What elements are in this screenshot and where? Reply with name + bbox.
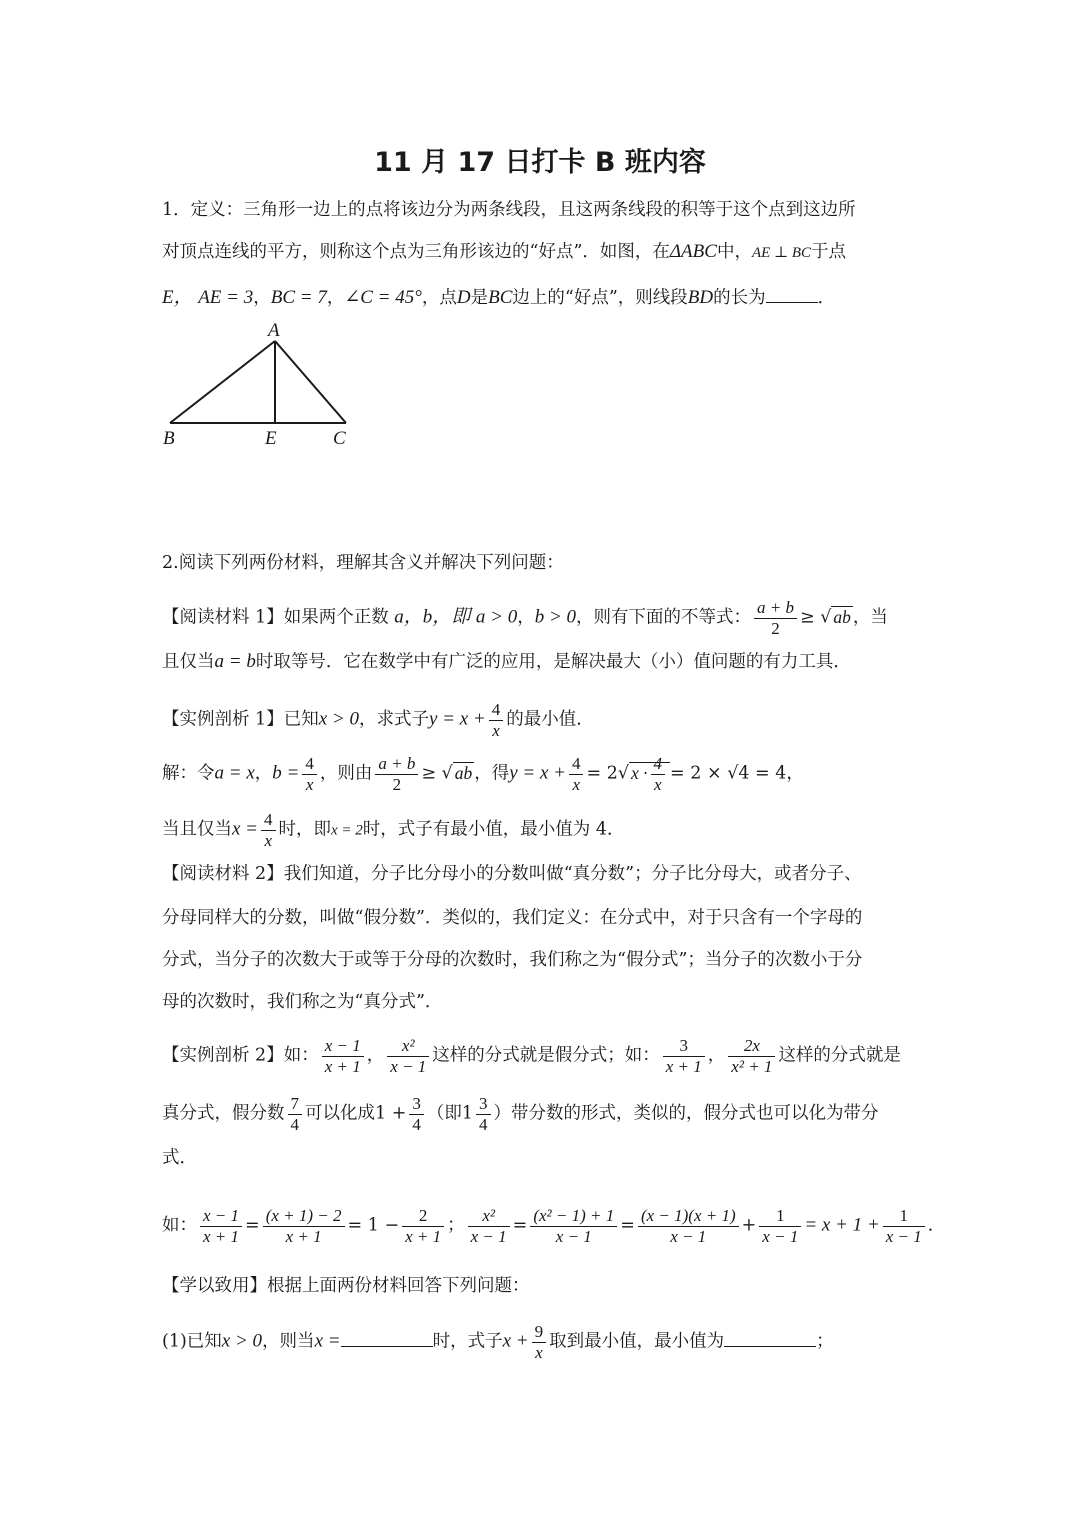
fraction-7-over-4 — [288, 1094, 303, 1134]
q1-line-2 — [162, 240, 922, 265]
label-c: C — [333, 428, 346, 449]
numerator: 3 — [663, 1036, 705, 1057]
math-expression: x + — [502, 1330, 529, 1352]
text: ，则当 — [262, 1331, 315, 1352]
fraction-a-plus-b — [375, 754, 418, 794]
numerator: 4 — [489, 700, 504, 721]
text: ，则由 — [319, 763, 373, 784]
fraction-4-over-x — [489, 700, 504, 740]
numerator: 1 — [759, 1206, 801, 1227]
math-bc: BC = 7 — [270, 287, 327, 308]
math-result: = 2 × √4 = 4 — [670, 763, 787, 784]
text: ； — [816, 1331, 834, 1352]
q1-line-3: E， AE = 3，BC = 7，∠C = 45°，点D是BC边上的“好点”，则线段BD的长为 ． — [162, 284, 922, 310]
math-x-dot: x · — [631, 762, 648, 783]
math-angle: ∠C = 45° — [344, 287, 422, 308]
text: 【阅读材料 1】如果两个正数 — [162, 607, 389, 628]
denominator: x + 1 — [324, 1056, 361, 1076]
side-ac — [275, 341, 346, 423]
fraction-9-over-x — [532, 1322, 547, 1362]
numerator: (x − 1)(x + 1) — [638, 1206, 739, 1227]
text: ）带分数的形式，类似的，假分式也可以化为带分 — [493, 1103, 879, 1124]
fraction-proper-2 — [728, 1036, 775, 1076]
numerator: a + b — [375, 754, 418, 775]
denominator: x — [535, 1342, 543, 1362]
side-ba — [170, 341, 275, 423]
denominator: x + 1 — [405, 1226, 442, 1246]
denominator: x — [572, 774, 580, 794]
fraction-3-over-4 — [409, 1094, 424, 1134]
denominator: x — [654, 775, 662, 795]
fraction — [468, 1206, 510, 1246]
fraction — [263, 1206, 345, 1246]
denominator: x − 1 — [470, 1226, 507, 1246]
answer-blank[interactable] — [766, 284, 818, 303]
numerator: x² — [387, 1036, 429, 1057]
fraction — [530, 1206, 617, 1246]
math-b-positive: b > 0 — [534, 606, 577, 628]
math-x-eq: x = — [314, 1330, 341, 1352]
math-eq: = x + 1 + — [804, 1214, 880, 1236]
material-1-line-1: 【阅读材料 1】如果两个正数 a，b，即 a > 0，b > 0，则有下面的不等式： $\frac{a + b}{2}$ ≥ √ ab ，当 — [162, 598, 888, 638]
example-2-worked: 如： $\frac{x - 1}{x + 1}$ = $\frac{(x + 1) - 2}{x + 1}$ = 1 − $\frac{2}{x + 1}$ ； $\frac{\text{x²}}{x - 1}$ = $\frac{\text{(x² − 1) + 1}}{x - 1}$ = $\frac{(x - 1)(x + 1)}{x - 1}$ + $\frac{1}{x - 1}$ = x + 1 + $\frac{1}{x - 1}$ ． — [162, 1206, 946, 1246]
fraction-proper-1 — [663, 1036, 705, 1076]
text: ，则有下面的不等式： — [576, 607, 752, 628]
q1-text: 1．定义：三角形一边上的点将该边分为两条线段，且这两条线段的积等于这个点到这边所 — [162, 200, 856, 220]
denominator: x — [492, 720, 500, 740]
text: 【实例剖析 2】如： — [162, 1045, 319, 1066]
answer-blank-min[interactable] — [724, 1328, 816, 1347]
text: 真分式，假分数 — [162, 1103, 285, 1124]
text: 的最小值． — [506, 709, 594, 730]
q1-text: ． — [817, 288, 836, 308]
numerator: 7 — [288, 1094, 303, 1115]
math-bc: BC — [488, 287, 513, 308]
q1-text: 是 — [470, 288, 489, 308]
fraction — [883, 1206, 925, 1246]
example-2-line-3: 式． — [162, 1148, 197, 1168]
text: ； — [447, 1215, 465, 1236]
math-x-eq-2: x = 2 — [331, 822, 363, 839]
math-one: 1 — [461, 1103, 474, 1124]
math-b-eq: b = — [272, 762, 300, 784]
fraction — [200, 1206, 242, 1246]
numerator: 2 — [402, 1206, 444, 1227]
answer-blank-x[interactable] — [341, 1328, 433, 1347]
solution-line-2 — [162, 810, 922, 850]
denominator: x + 1 — [203, 1226, 240, 1246]
numerator: (x² − 1) + 1 — [530, 1206, 617, 1227]
math-x-eq: x = — [232, 818, 259, 840]
text: 这样的分式就是 — [778, 1045, 901, 1066]
denominator: x − 1 — [885, 1226, 922, 1246]
denominator: 2 — [771, 618, 780, 638]
text: ，当 — [852, 607, 888, 628]
label-e: E — [265, 428, 277, 449]
q1-text: 边上的“好点”，则线段 — [512, 288, 688, 308]
math-a-eq-x: a = x — [214, 762, 255, 784]
numerator: 4 — [651, 754, 666, 775]
math-e: E， — [162, 287, 193, 308]
denominator: 4 — [290, 1114, 299, 1134]
material-2-line-4: 母的次数时，我们称之为“真分式”． — [162, 992, 443, 1012]
numerator: 9 — [532, 1322, 547, 1343]
text: 时，式子有最小值，最小值为 4． — [362, 819, 625, 840]
example-2-line-1: 【实例剖析 2】如： $\frac{x - 1}{x + 1}$ ， $\frac{\text{x²}}{x - 1}$ 这样的分式就是假分式；如： $\frac{3}{x + 1}$ ， $\frac{2x}{\text{x² + 1}}$ 这样的分式就是 — [162, 1036, 901, 1076]
numerator: a + b — [754, 598, 797, 619]
fraction-4-over-x — [302, 754, 317, 794]
math-y: y = x + — [428, 708, 486, 730]
math-ge: ≥ √ — [800, 607, 832, 628]
q1-text: 对顶点连线的平方，则称这个点为三角形该边的“好点”．如图，在 — [162, 242, 670, 262]
math-a-eq-b: a = b — [214, 651, 256, 672]
denominator: x − 1 — [555, 1226, 592, 1246]
label-a: A — [268, 320, 280, 341]
numerator: 4 — [261, 810, 276, 831]
material-2-line-3: 分式，当分子的次数大于或等于分母的次数时，我们称之为“假分式”；当分子的次数小于分 — [162, 950, 863, 970]
denominator: 4 — [479, 1114, 488, 1134]
text: ，求式子 — [358, 709, 429, 730]
numerator: 3 — [409, 1094, 424, 1115]
numerator: 4 — [302, 754, 317, 775]
math-d: D — [456, 287, 471, 308]
fraction-4-over-x — [651, 754, 666, 794]
denominator: x − 1 — [762, 1226, 799, 1246]
fraction-a-plus-b — [754, 598, 797, 638]
text: 如： — [162, 1215, 197, 1236]
math-perp: AE ⊥ BC — [751, 245, 812, 261]
denominator: x — [264, 830, 273, 850]
q1-text: 中， — [716, 242, 752, 262]
solution-line-1: 解：令a = x，b = $\frac{4}{x}$ ，则由 $\frac{a + b}{2}$ ≥ √ ab ，得y = x + $\frac{4}{x}$ = 2√ x · $\frac{4}{x}$ = 2 × √4 = 4， — [162, 754, 804, 795]
q1-text: ，点 — [421, 288, 457, 308]
numerator: x − 1 — [200, 1206, 242, 1227]
denominator: x − 1 — [670, 1226, 707, 1246]
text: 可以化成 — [305, 1103, 375, 1124]
q1-line-1 — [162, 198, 922, 222]
text: 解：令 — [162, 763, 215, 784]
page-title: 11 月 17 日打卡 B 班内容 — [374, 147, 706, 178]
q2-intro: 2.阅读下列两份材料，理解其含义并解决下列问题： — [162, 553, 564, 573]
text: (1)已知 — [162, 1331, 222, 1352]
text: （即 — [426, 1103, 462, 1124]
denominator: 4 — [412, 1114, 421, 1134]
material-2-line-2: 分母同样大的分数，叫做“假分数”．类似的，我们定义：在分式中，对于只含有一个字母的 — [162, 908, 863, 928]
math-sqrt-ab: ab — [833, 606, 851, 627]
numerator: 3 — [476, 1094, 491, 1115]
math-a-positive: a > 0 — [475, 606, 518, 628]
math-ae: AE = 3 — [198, 287, 254, 308]
numerator: 4 — [569, 754, 584, 775]
denominator: x − 1 — [390, 1056, 427, 1076]
math-x-positive: x > 0 — [221, 1330, 263, 1352]
text: 当且仅当 — [162, 819, 232, 840]
material-1-line-2 — [162, 650, 922, 674]
math-ab: a，b，即 — [394, 606, 471, 628]
math-eq: = 2 — [586, 763, 618, 784]
label-b: B — [163, 428, 175, 449]
math-y: y = x + — [509, 762, 566, 784]
numerator: 1 — [883, 1206, 925, 1227]
fraction-improper-1 — [322, 1036, 364, 1076]
math-bd: BD — [687, 287, 714, 308]
denominator: x² + 1 — [731, 1056, 773, 1076]
problem-1-line — [162, 1322, 922, 1362]
text: ，得 — [474, 763, 510, 784]
numerator: (x + 1) − 2 — [263, 1206, 345, 1227]
fraction — [402, 1206, 444, 1246]
denominator: 2 — [392, 774, 402, 794]
numerator: x² — [468, 1206, 510, 1227]
triangle-figure — [155, 318, 365, 453]
q1-text: 于点 — [811, 242, 847, 262]
apply-heading: 【学以致用】根据上面两份材料回答下列问题： — [162, 1276, 530, 1296]
math-sqrt-product — [629, 754, 670, 795]
text: 这样的分式就是假分式；如： — [432, 1045, 660, 1066]
fraction — [638, 1206, 739, 1246]
math-x-positive: x > 0 — [318, 708, 359, 730]
example-2-line-2 — [162, 1094, 922, 1134]
numerator: x − 1 — [322, 1036, 364, 1057]
example-1-line — [162, 700, 922, 740]
text: 时，式子 — [432, 1331, 503, 1352]
math-sqrt-ab: ab — [454, 762, 473, 783]
math-ge: ≥ √ — [421, 763, 453, 784]
numerator: 2x — [728, 1036, 775, 1057]
math-eq: = 1 − — [347, 1215, 400, 1236]
denominator: x — [305, 774, 314, 794]
fraction-improper-2 — [387, 1036, 429, 1076]
fraction-4-over-x — [261, 810, 276, 850]
text: 时，即 — [278, 819, 332, 840]
fraction — [759, 1206, 801, 1246]
math-one-plus: 1 + — [375, 1103, 407, 1124]
fraction-4-over-x — [569, 754, 584, 794]
text: 【实例剖析 1】已知 — [162, 709, 319, 730]
denominator: x + 1 — [285, 1226, 322, 1246]
text: 取到最小值，最小值为 — [549, 1331, 725, 1352]
fraction-3-over-4 — [476, 1094, 491, 1134]
denominator: x + 1 — [665, 1056, 702, 1076]
material-2-line-1: 【阅读材料 2】我们知道，分子比分母小的分数叫做“真分数”；分子比分母大，或者分子、 — [162, 864, 862, 884]
q1-text: 的长为 — [713, 288, 766, 308]
text: 且仅当 — [162, 652, 215, 672]
math-triangle: ΔABC — [669, 241, 717, 262]
text: 时取等号．它在数学中有广泛的应用，是解决最大（小）值问题的有力工具． — [255, 652, 851, 672]
text: ， — [786, 763, 804, 784]
